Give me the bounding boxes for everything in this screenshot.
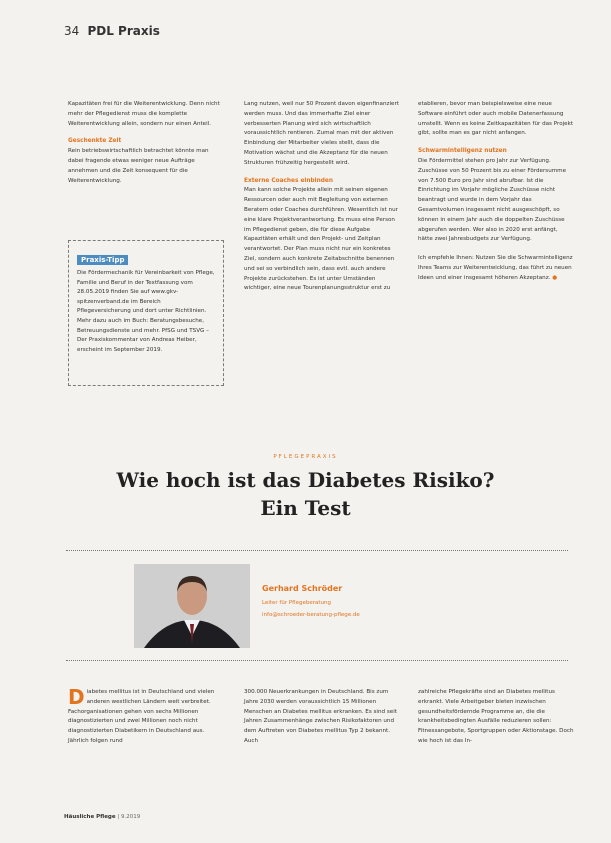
upper-column-3 <box>418 100 574 284</box>
paragraph: Lang nutzen, weil nur 50 Prozent davon eigenfinanziert werden muss. Und das immerhafte Ziel einer verbesserten Planung wird sich wirtschaftlich voraussichtlich rentieren. Zumal man mit der aktiven Einbindung der Mitarbeiter vieles stellt, dass die Motivation wächst und die Akzeptanz für die neuen Strukturen frühzeitig hergestellt wird. <box>244 101 399 166</box>
author-role: Leiter für Pflegeberatung <box>262 600 332 606</box>
subheading-schwarmintelligenz: Schwarmintelligenz nutzen <box>418 148 507 155</box>
paragraph: iabetes mellitus ist in Deutschland und vielen anderen westlichen Ländern weit verbreitet. Fachorganisationen gehen von sechs Millionen diagnostizierten und zwei Millionen noch nicht diagnostizierten Diabetikern in Deutschland aus. Jährlich folgen rund <box>68 689 215 744</box>
author-photo <box>134 564 250 648</box>
subheading-externe-coaches: Externe Coaches einbinden <box>244 177 333 184</box>
praxis-tipp-label: Praxis-Tipp <box>77 255 128 265</box>
body-column-1 <box>68 685 224 747</box>
issue-number: 9.2019 <box>120 814 141 820</box>
paragraph: Die Fördermittel stehen pro Jahr zur Verfügung. Zuschüsse von 50 Prozent bis zu einer Fördersumme von 7.500 Euro pro Jahr sind abrufbar. Ist die Einrichtung im Vorjahr mögliche Zuschüsse nicht beantragt und wurde in dem Vorjahr das Gesamtvolumen insgesamt nicht ausgeschöpft, so können in einem Jahr auch die doppelten Zuschüsse abgerufen werden. Wer also in 2020 erst anfängt, hätte zwei Jahresbudgets zur Verfügung. <box>418 157 567 243</box>
paragraph: Kapazitäten frei für die Weiterentwicklung. Denn nicht mehr der Pflegedienst muss die komplette Weiterentwicklung allein, sondern nur einen Anteil. <box>68 101 220 127</box>
divider-bottom <box>66 660 568 661</box>
section-title: PDL Praxis <box>87 24 160 38</box>
page-footer: Häusliche Pflege | 9.2019 <box>64 814 141 820</box>
body-column-2 <box>244 688 400 747</box>
closing-text: Ich empfehle Ihnen: Nutzen Sie die Schwarmintelligenz Ihres Teams zur Weiterentwicklung, das führt zu neuen Ideen und einer insgesamt höheren Akzeptanz. <box>418 255 573 281</box>
end-mark-icon: ● <box>552 274 558 281</box>
article-title-line-2: Ein Test <box>260 496 351 520</box>
praxis-tipp-box <box>68 240 224 386</box>
paragraph: etablieren, bevor man beispielsweise eine neue Software einführt oder auch mobile Datenerfassung umstellt. Wenn es keine Zeitkapazitäten für das Projekt gibt, sollte man es gar nicht anfangen. <box>418 101 574 137</box>
article-title <box>0 466 611 522</box>
paragraph: 300.000 Neuerkrankungen in Deutschland. Bis zum Jahre 2030 werden voraussichtlich 15 Millionen Menschen an Diabetes mellitus erkranken. Es sind seit Jahren Zusammenhänge zwischen Risikofaktoren und dem Auftreten von Diabetes mellitus Typ 2 bekannt. Auch <box>244 689 397 744</box>
praxis-tipp-text: Die Fördermechanik für Vereinbarkeit von Pflege, Familie und Beruf in der Textfassung vom 28.05.2019 finden Sie auf www.gkv-spitzenverband.de im Bereich Pflegeversicherung und dort unter Richtlinien. Mehr dazu auch im Buch: Beratungsbesuche, Betreuungsdienste und mehr. PfSG und TSVG – Der Praxiskommentar von Andreas Heiber, erscheint im September 2019. <box>77 270 215 353</box>
author-name: Gerhard Schröder <box>262 584 343 593</box>
author-email: info@schroeder-beratung-pflege.de <box>262 612 360 618</box>
paragraph: Man kann solche Projekte allein mit seinen eigenen Ressourcen oder auch mit Begleitung von externen Beratern oder Coaches durchführen. Wesentlich ist nur eine klare Projektverantwortung. Es muss eine Person im Pflegedienst geben, die für diese Aufgabe Kapazitäten erhält und den Projekt- und Zeitplan verantwortet. Der Plan muss nicht nur ein konkretes Ziel, sondern auch konkrete Zeitabschnitte benennen und sei so verbindlich sein, dass evtl. auch andere Projekte zurückstehen. Es ist unter Umständen wichtiger, eine neue Tourenplanungsstruktur erst zu <box>244 187 398 292</box>
divider-top <box>66 550 568 551</box>
article-title-line-1: Wie hoch ist das Diabetes Risiko? <box>116 468 495 492</box>
page-number: 34 <box>64 24 80 38</box>
body-column-3 <box>418 688 574 747</box>
article-kicker: PFLEGEPRAXIS <box>273 454 338 460</box>
paragraph <box>418 254 574 283</box>
upper-column-1 <box>68 100 224 186</box>
subheading-geschenkte-zeit: Geschenkte Zeit <box>68 138 122 145</box>
upper-column-2 <box>244 100 400 294</box>
drop-cap: D <box>68 685 85 709</box>
magazine-name: Häusliche Pflege <box>64 814 116 820</box>
author-portrait-icon <box>134 564 250 648</box>
paragraph: zahlreiche Pflegekräfte sind an Diabetes mellitus erkrankt. Viele Arbeitgeber bieten inzwischen gesundheitsfördernde Programme an, die die krankheitsbedingten Ausfälle reduzieren sollen: Fitnessangebote, Sportgruppen oder Aktionstage. Doch wie hoch ist das In- <box>418 689 574 744</box>
paragraph: Rein betriebswirtschaftlich betrachtet könnte man dabei fragende etwas weniger neue Aufträge annehmen und die Zeit konsequent für die Weiterentwicklung. <box>68 148 209 184</box>
page-header <box>64 24 160 38</box>
